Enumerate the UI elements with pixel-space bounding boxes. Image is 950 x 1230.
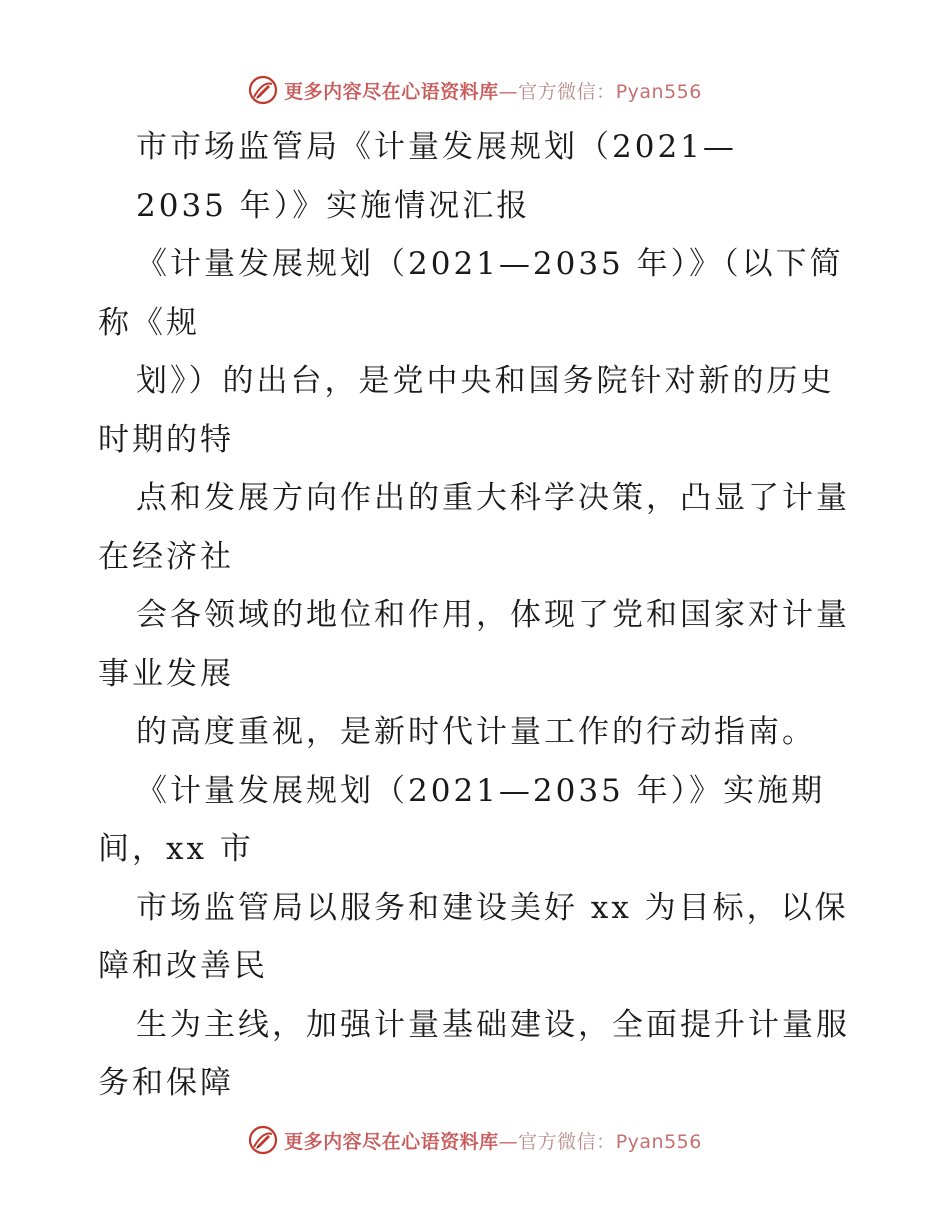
banner-text <box>284 1127 702 1154</box>
banner-dash: — <box>498 1130 519 1153</box>
document-body <box>98 118 858 1113</box>
text-line: 的高度重视，是新时代计量工作的行动指南。 <box>136 714 816 750</box>
text-line: 生为主线，加强计量基础建设，全面提升计量服 <box>136 1006 850 1043</box>
banner-brand: 更多内容尽在心语资料库 <box>284 1130 499 1153</box>
text-line: 《计量发展规划（2021—2035 年）》（以下简 <box>136 246 844 282</box>
pen-logo-icon <box>248 75 278 105</box>
header-banner <box>0 70 950 110</box>
banner-wechat-label: 官方微信： <box>518 80 616 103</box>
text-line: 间，xx 市 <box>98 831 254 867</box>
text-line: 障和改善民 <box>98 948 268 984</box>
text-line: 《计量发展规划（2021—2035 年）》实施期 <box>136 772 826 809</box>
text-line: 市场监管局以服务和建设美好 xx 为目标，以保 <box>136 889 849 926</box>
banner-text <box>284 77 702 104</box>
text-line: 时期的特 <box>98 421 234 458</box>
banner-wechat-id: Pyan556 <box>615 80 702 103</box>
text-line: 市市场监管局《计量发展规划（2021— <box>136 129 737 165</box>
banner-brand: 更多内容尽在心语资料库 <box>284 80 499 103</box>
text-line: 务和保障 <box>98 1065 234 1101</box>
text-line: 点和发展方向作出的重大科学决策，凸显了计量 <box>136 480 850 516</box>
banner-dash: — <box>498 80 519 103</box>
banner-wechat-label: 官方微信： <box>518 1130 616 1153</box>
text-line: 2035 年）》实施情况汇报 <box>136 187 531 224</box>
text-line: 事业发展 <box>98 655 234 692</box>
pen-logo-icon <box>248 1125 278 1155</box>
text-line: 在经济社 <box>98 538 234 575</box>
footer-banner <box>0 1120 950 1160</box>
text-line: 称《规 <box>98 304 200 341</box>
banner-wechat-id: Pyan556 <box>615 1130 702 1153</box>
text-line: 会各领域的地位和作用，体现了党和国家对计量 <box>136 597 850 633</box>
text-line: 划》）的出台，是党中央和国务院针对新的历史 <box>136 363 835 399</box>
